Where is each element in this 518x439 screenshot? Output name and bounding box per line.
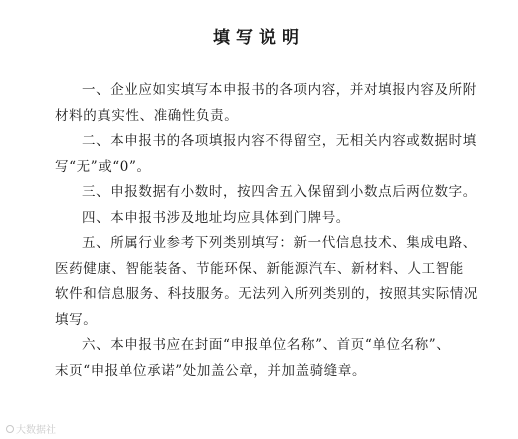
paragraph-line: 二、本申报书的各项填报内容不得留空，无相关内容或数据时填 <box>82 133 477 149</box>
paragraph-line: 五、所属行业参考下列类别填写：新一代信息技术、集成电路、 <box>82 235 477 251</box>
paragraph-line: 三、申报数据有小数时，按四舍五入保留到小数点后两位数字。 <box>82 184 477 200</box>
paragraph-line: 材料的真实性、准确性负责。 <box>55 107 239 124</box>
paragraph-line: 软件和信息服务、科技服务。无法列入所列类别的，按照其实际情况 <box>55 286 478 302</box>
paragraph-line: 四、本申报书涉及地址均应具体到门牌号。 <box>82 209 350 226</box>
document-title: 填写说明 <box>213 28 305 48</box>
paragraph-line: 末页“申报单位承诺”处加盖公章，并加盖骑缝章。 <box>55 362 367 379</box>
document-body <box>55 78 499 384</box>
paragraph-line: 写“无”或“0”。 <box>55 158 151 175</box>
paragraph-line: 填写。 <box>55 311 98 328</box>
paragraph-line: 一、企业应如实填写本申报书的各项内容，并对填报内容及所附 <box>82 82 477 98</box>
paragraph-line: 医药健康、智能装备、节能环保、新能源汽车、新材料、人工智能 <box>55 260 464 277</box>
watermark-text: 大数据社 <box>16 425 56 436</box>
watermark-logo-icon <box>6 425 14 433</box>
paragraph-line: 六、本申报书应在封面“申报单位名称”、首页“单位名称”、 <box>82 337 451 353</box>
watermark <box>6 421 56 436</box>
